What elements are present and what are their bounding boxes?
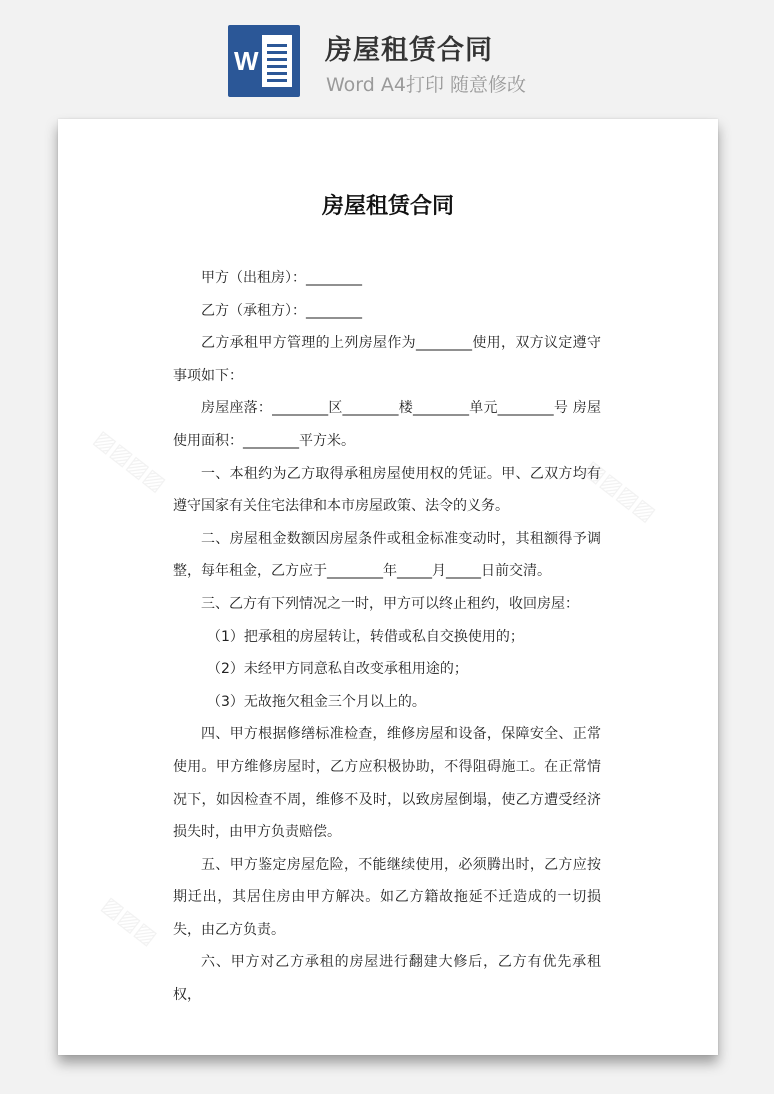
paragraph-party-b: 乙方（承租方）：________	[201, 302, 362, 319]
paragraph-location: 房屋座落：________区________楼________单元________号 房屋使用面积：________平方米。	[173, 400, 601, 449]
paragraph-clause-1: 一、本租约为乙方取得承租房屋使用权的凭证。甲、乙双方均有遵守国家有关住宅法律和本市房屋政策、法令的义务。	[173, 465, 601, 515]
list-item: （1）把承租的房屋转让，转借或私自交换使用的；	[207, 628, 524, 645]
paragraph-clause-5: 五、甲方鉴定房屋危险，不能继续使用，必须腾出时，乙方应按期迁出，其居住房由甲方解决。如乙方籍故拖延不迁造成的一切损失，由乙方负责。	[173, 856, 601, 938]
header-title: 房屋租赁合同	[325, 35, 493, 66]
paragraph-clause-2: 二、房屋租金数额因房屋条件或租金标准变动时，其租额得予调整，每年租金，乙方应于________年_____月_____日前交清。	[173, 530, 601, 580]
word-icon	[228, 25, 300, 97]
template-header	[0, 0, 774, 110]
paragraph-clause-6: 六、甲方对乙方承租的房屋进行翻建大修后，乙方有优先承租权，	[173, 954, 601, 1004]
watermark: ▨▨▨▨	[579, 456, 661, 527]
paragraph-intro: 乙方承租甲方管理的上列房屋作为________使用，双方议定遵守事项如下：	[173, 335, 601, 384]
document-body	[173, 262, 601, 1012]
document-title: 房屋租赁合同	[321, 194, 454, 219]
word-icon-letter: W	[234, 46, 259, 76]
list-item: （2）未经甲方同意私自改变承租用途的；	[207, 661, 468, 678]
watermark: ▨▨▨	[96, 892, 162, 951]
paragraph-clause-3: 三、乙方有下列情况之一时，甲方可以终止租约，收回房屋：	[201, 595, 579, 612]
document-page	[58, 119, 718, 1055]
paragraph-party-a: 甲方（出租房）：________	[201, 270, 362, 286]
header-subtitle: Word A4打印 随意修改	[326, 74, 527, 96]
list-item: （3）无故拖欠租金三个月以上的。	[207, 693, 426, 710]
watermark: ▨▨▨▨	[89, 426, 171, 497]
paragraph-clause-4: 四、甲方根据修缮标准检查，维修房屋和设备，保障安全、正常使用。甲方维修房屋时，乙方应积极协助，不得阻碍施工。在正常情况下，如因检查不周，维修不及时，以致房屋倒塌，使乙方遭受经济损失时，由甲方负责赔偿。	[173, 726, 601, 841]
